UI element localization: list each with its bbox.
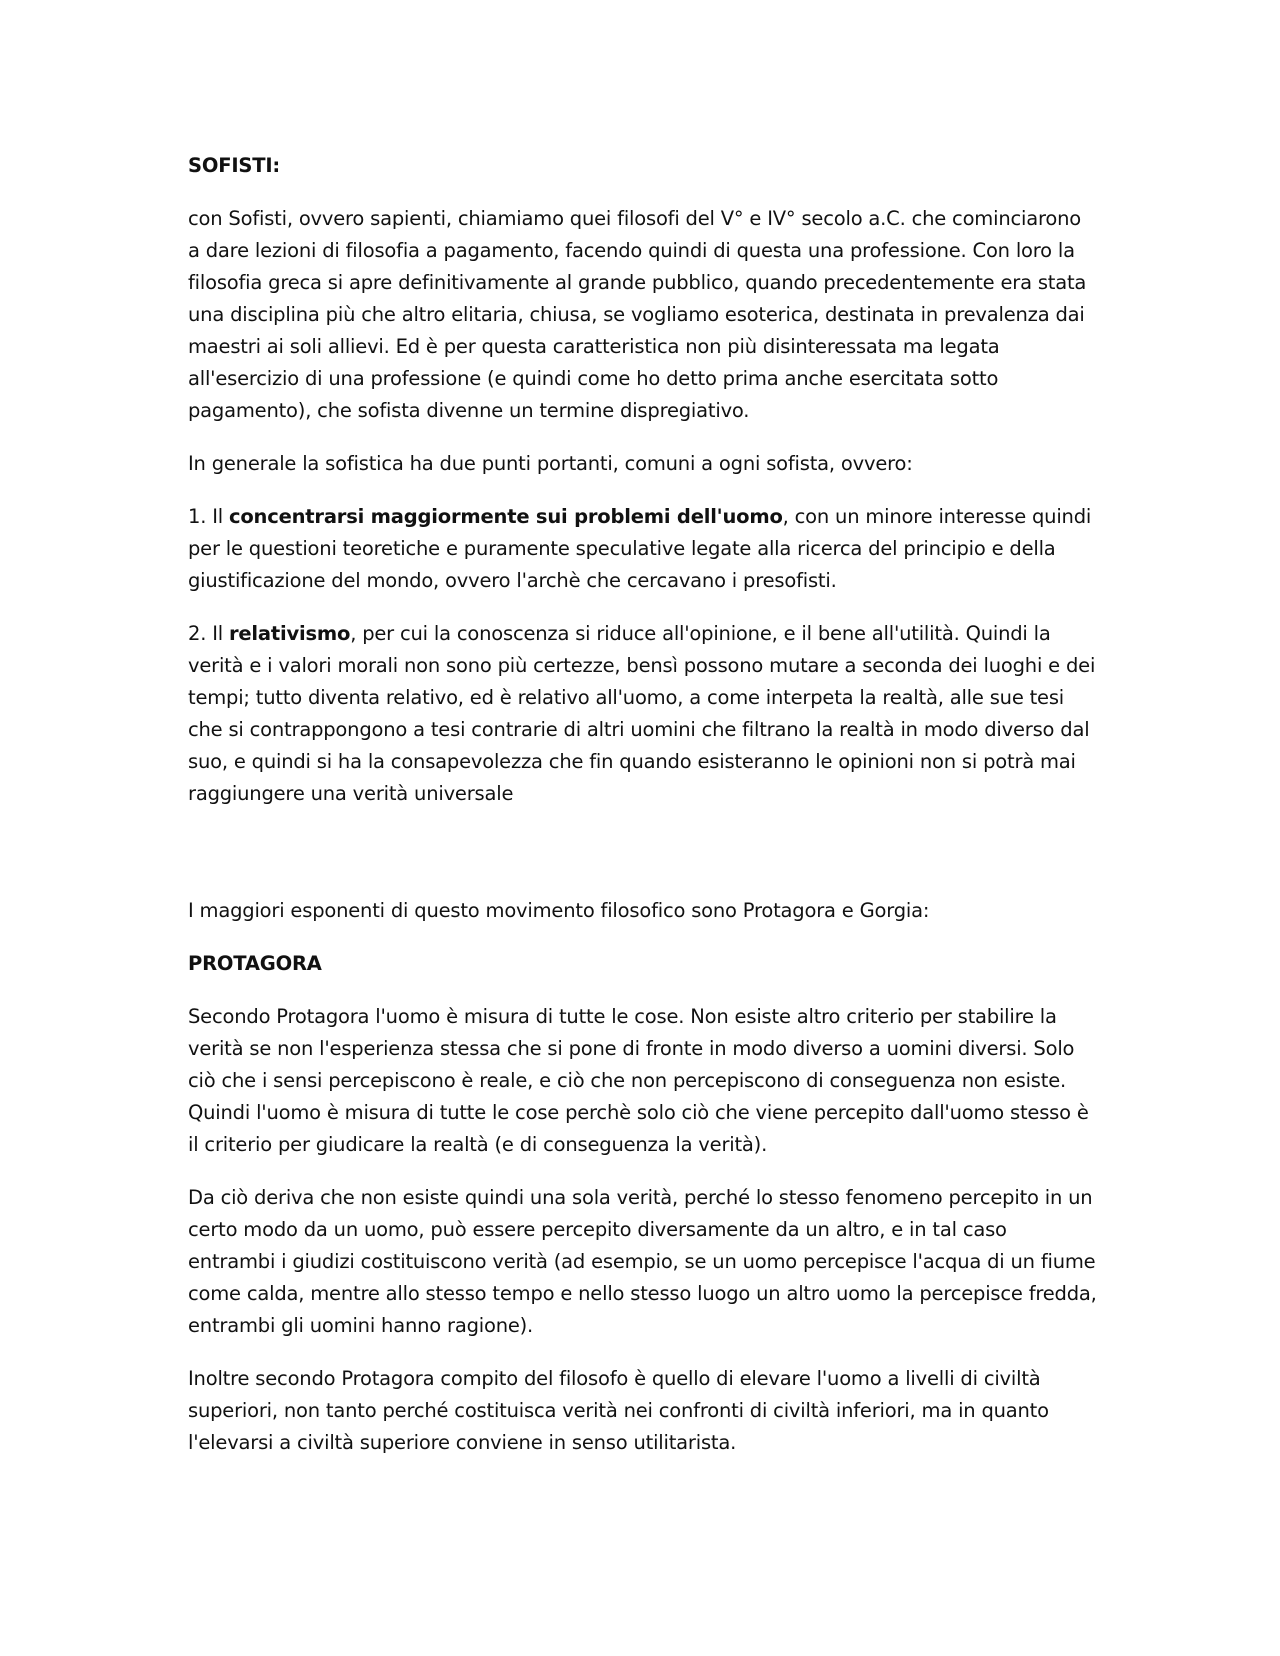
intro-paragraph: con Sofisti, ovvero sapienti, chiamiamo quei filosofi del V° e IV° secolo a.C. che cominciarono a dare lezioni di filosofia a pagamento, facendo quindi di questa una professione. Con loro la filosofia greca si apre definitivamente al grande pubblico, quando precedentemente era stata una disciplina più che altro elitaria, chiusa, se vogliamo esoterica, destinata in prevalenza dai maestri ai soli allievi. Ed è per questa caratteristica non più disinteressata ma legata all'esercizio di una professione (e quindi come ho detto prima anche esercitata sotto pagamento), che sofista divenne un termine dispregiativo. bbox=[188, 207, 1087, 422]
heading-protagora: PROTAGORA bbox=[188, 952, 322, 975]
general-paragraph: In generale la sofistica ha due punti portanti, comuni a ogni sofista, ovvero: bbox=[188, 452, 913, 475]
point-1 bbox=[188, 501, 1098, 597]
heading-sofisti: SOFISTI: bbox=[188, 154, 280, 177]
document-page bbox=[188, 150, 1098, 1480]
protagora-paragraph-1: Secondo Protagora l'uomo è misura di tutte le cose. Non esiste altro criterio per stabilire la verità se non l'esperienza stessa che si pone di fronte in modo diverso a uomini diversi. Solo ciò che i sensi percepiscono è reale, e ciò che non percepiscono di conseguenza non esiste. Quindi l'uomo è misura di tutte le cose perchè solo ciò che viene percepito dall'uomo stesso è il criterio per giudicare la realtà (e di conseguenza la verità). bbox=[188, 1005, 1089, 1156]
protagora-paragraph-3: Inoltre secondo Protagora compito del filosofo è quello di elevare l'uomo a livelli di civiltà superiori, non tanto perché costituisca verità nei confronti di civiltà inferiori, ma in quanto l'elevarsi a civiltà superiore conviene in senso utilitarista. bbox=[188, 1367, 1049, 1454]
point-2-rest: , per cui la conoscenza si riduce all'opinione, e il bene all'utilità. Quindi la verità e i valori morali non sono più certezze, bensì possono mutare a seconda dei luoghi e dei tempi; tutto diventa relativo, ed è relativo all'uomo, a come interpeta la realtà, alle sue tesi che si contrappongono a tesi contrarie di altri uomini che filtrano la realtà in modo diverso dal suo, e quindi si ha la consapevolezza che fin quando esisteranno le opinioni non si potrà mai raggiungere una verità universale bbox=[188, 622, 1096, 805]
point-2 bbox=[188, 618, 1098, 810]
protagora-paragraph-2: Da ciò deriva che non esiste quindi una sola verità, perché lo stesso fenomeno percepito in un certo modo da un uomo, può essere percepito diversamente da un altro, e in tal caso entrambi i giudizi costituiscono verità (ad esempio, se un uomo percepisce l'acqua di un fiume come calda, mentre allo stesso tempo e nello stesso luogo un altro uomo la percepisce fredda, entrambi gli uomini hanno ragione). bbox=[188, 1186, 1097, 1337]
point-1-prefix: 1. Il bbox=[188, 505, 229, 528]
point-1-bold: concentrarsi maggiormente sui problemi dell'uomo bbox=[228, 505, 783, 528]
blank-line bbox=[188, 831, 1098, 895]
exponents-paragraph: I maggiori esponenti di questo movimento filosofico sono Protagora e Gorgia: bbox=[188, 899, 930, 922]
point-2-bold: relativismo bbox=[228, 622, 351, 645]
point-1-rest: , con un minore interesse quindi per le questioni teoretiche e puramente speculative legate alla ricerca del principio e della giustificazione del mondo, ovvero l'archè che cercavano i presofisti. bbox=[188, 505, 1092, 592]
point-2-prefix: 2. Il bbox=[188, 622, 229, 645]
